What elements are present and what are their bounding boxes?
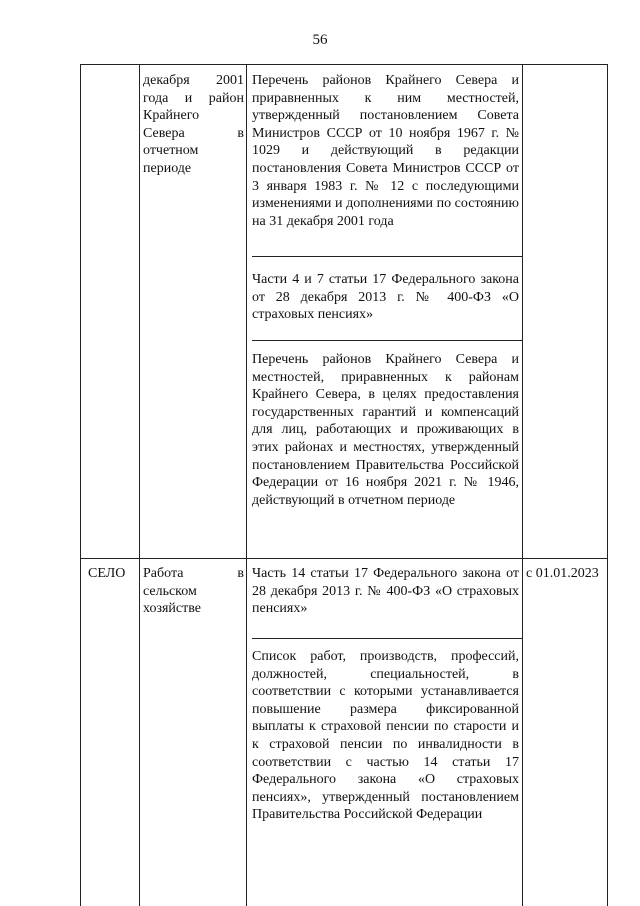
- subcell-divider: [252, 256, 522, 257]
- legal-basis-cell: Части 4 и 7 статьи 17 Федерального закона от 28 декабря 2013 г. № 400-ФЗ «О страховых пенсиях»: [252, 272, 519, 323]
- legal-basis-cell: Перечень районов Крайнего Севера и местностей, приравненных к районам Крайнего Севера, в целях предоставления государственных гарантий и компенсаций для лиц, работающих и проживающих в этих районах и местностях, утвержденный постановлением Правительства Российской Федерации от 16 ноября 2021 г. № 1946, действующий в отчетном периоде: [252, 352, 519, 508]
- table-divider-col1: [139, 64, 140, 906]
- subcell-divider: [252, 638, 522, 639]
- legal-basis-cell: Список работ, производств, профессий, должностей, специальностей, в соответствии с которыми устанавливается повышение размера фиксированной выплаты к страховой пенсии по старости и к страховой пенсии по инвалидности в соответствии с частью 14 статьи 17 Федерального закона «О страховых пенсиях», утвержденный постановлением Правительства Российской Федерации: [252, 649, 519, 823]
- code-cell: СЕЛО: [88, 566, 126, 581]
- table-divider-col2: [246, 64, 247, 906]
- effective-date-cell: с 01.01.2023: [526, 566, 599, 581]
- table-divider-col3: [522, 64, 523, 906]
- legal-basis-cell: Часть 14 статьи 17 Федерального закона от 28 декабря 2013 г. № 400-ФЗ «О страховых пенсиях»: [252, 566, 519, 617]
- subcell-divider: [252, 340, 522, 341]
- legal-basis-cell: Перечень районов Крайнего Севера и приравненных к ним местностей, утвержденный постановлением Совета Министров СССР от 10 ноября 1967 г. № 1029 и действующий в редакции постановления Совета Министров СССР от 3 января 1983 г. № 12 с последующими изменениями и дополнениями по состоянию на 31 декабря 2001 года: [252, 73, 519, 229]
- condition-cell: декабря 2001 года и район Крайнего Севера в отчетном периоде: [143, 73, 244, 176]
- condition-cell: Работа в сельском хозяйстве: [143, 566, 244, 617]
- page-number: 56: [312, 32, 328, 48]
- row-divider: [80, 558, 608, 559]
